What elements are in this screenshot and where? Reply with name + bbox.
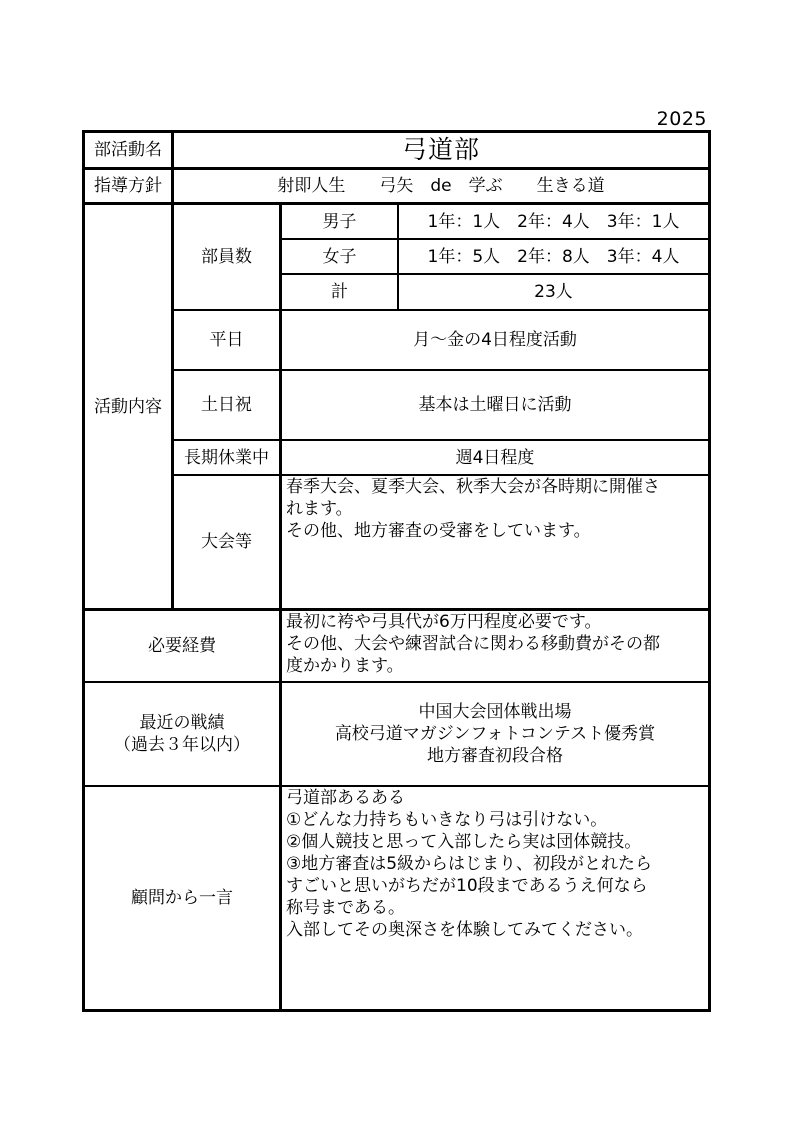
- expenses-text: [282, 611, 708, 681]
- text-line: 高校弓道マガジンフォトコンテスト優秀賞: [334, 724, 656, 744]
- text-line: 中国大会団体戦出場: [418, 702, 572, 722]
- weekday-value: 月～金の4日程度活動: [413, 330, 577, 350]
- advisor-text: [282, 787, 708, 1009]
- club-name-label: 部活動名: [94, 140, 162, 160]
- tournaments-text: [282, 476, 708, 608]
- total-count: 23人: [534, 282, 573, 302]
- text-line: その他、地方審査の受審をしています。: [286, 521, 591, 541]
- text-line: 入部してその奥深さを体験してみてください。: [286, 920, 643, 940]
- weekend-label: 土日祝: [201, 395, 252, 415]
- total-label: 計: [331, 282, 348, 302]
- records-label-line: 最近の戦績: [139, 713, 225, 733]
- tournaments-label: 大会等: [201, 532, 252, 552]
- expenses-label: 必要経費: [148, 636, 216, 656]
- advisor-label: 顧問から一言: [131, 888, 233, 908]
- text-line: ①どんな力持ちもいきなり弓は引けない。: [286, 810, 608, 830]
- club-name: 弓道部: [401, 135, 480, 164]
- long-vacation-label: 長期休業中: [184, 447, 269, 468]
- long-vacation-value: 週4日程度: [455, 447, 535, 468]
- text-line: 最初に袴や弓具代が6万円程度必要です。: [286, 612, 602, 632]
- text-line: その他、大会や練習試合に関わる移動費がその都: [286, 634, 660, 654]
- boys-count: 1年：1人 2年：4人 3年：1人: [427, 211, 680, 232]
- text-line: ③地方審査は5級からはじまり、初段がとれたら: [286, 854, 653, 874]
- text-line: すごいと思いがちだが10段まであるうえ何なら: [286, 876, 648, 896]
- girls-count: 1年：5人 2年：8人 3年：4人: [427, 246, 680, 267]
- text-line: 称号まである。: [286, 898, 405, 918]
- weekend-value: 基本は土曜日に活動: [418, 395, 572, 415]
- policy-text: 射即人生 弓矢 de 学ぶ 生きる道: [277, 176, 605, 196]
- records-text: [282, 683, 708, 785]
- text-line: 弓道部あるある: [286, 788, 405, 808]
- text-line: 春季大会、夏季大会、秋季大会が各時期に開催さ: [286, 477, 660, 497]
- girls-label: 女子: [322, 246, 357, 267]
- records-label: [85, 683, 279, 785]
- club-info-sheet: [82, 130, 711, 1012]
- weekday-label: 平日: [209, 330, 244, 350]
- text-line: ②個人競技と思って入部したら実は団体競技。: [286, 832, 642, 852]
- year-label: 2025: [656, 108, 707, 130]
- text-line: れます。: [286, 499, 353, 519]
- text-line: 地方審査初段合格: [427, 746, 563, 766]
- text-line: 度かかります。: [286, 656, 404, 676]
- policy-label: 指導方針: [94, 176, 162, 196]
- activity-label: 活動内容: [94, 396, 162, 417]
- members-label: 部員数: [201, 247, 252, 267]
- boys-label: 男子: [322, 211, 357, 232]
- records-label-line: （過去３年以内）: [114, 735, 250, 755]
